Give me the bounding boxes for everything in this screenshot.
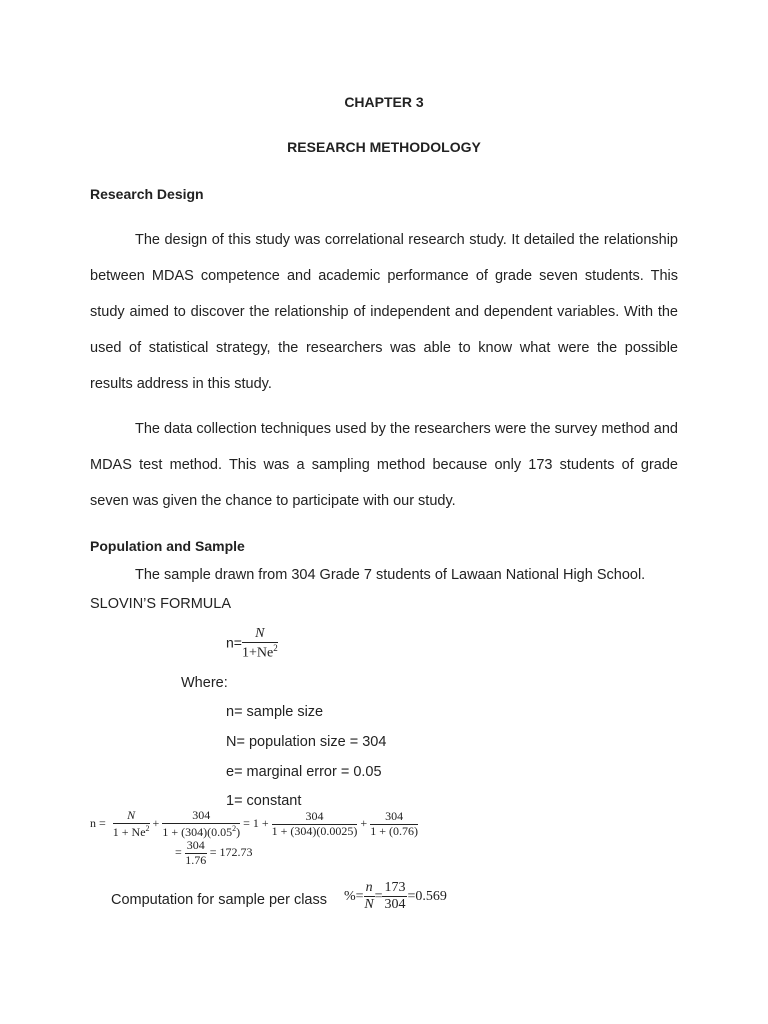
- computation-row-2: = $\frac{304}{1.76}$ = 172.73: [175, 838, 253, 867]
- per-class-label: Computation for sample per class: [111, 892, 327, 908]
- sample-sentence: The sample drawn from 304 Grade 7 students of Lawaan National High School.: [135, 567, 646, 583]
- fraction-multiplied: $\frac{304}{1 + (0.76)}$: [370, 809, 418, 838]
- fraction-general: $\frac{N}{1 + Ne^2}$: [112, 808, 150, 839]
- computation-row-1: n = $\frac{N}{1 + Ne^2}$ + $\frac{304}{1 + (304)(0.05^2)}$ = 1 + $\frac{304}{1 + (304)(0.0025)}$ + $\frac{304}{1 + (0.76)}$: [90, 808, 418, 839]
- research-design-paragraph-1: The design of this study was correlational research study. It detailed the relationship between MDAS competence and academic performance of grade seven students. This study aimed to discover the relationship of independent and dependent variables. With the used of statistical strategy, the researchers was able to know what were the possible results address in this study.: [90, 232, 678, 392]
- fraction-substituted: $\frac{304}{1 + (304)(0.05^2)}$: [162, 808, 241, 839]
- chapter-label: CHAPTER 3: [344, 94, 424, 110]
- chapter-title: RESEARCH METHODOLOGY: [287, 139, 481, 155]
- where-label: Where:: [181, 675, 228, 691]
- per-class-formula: %= $\frac{n}{N}$ = $\frac{173}{304}$ =0.569: [344, 880, 447, 913]
- computation-result: = 172.73: [209, 845, 253, 860]
- formula-lhs: n=: [226, 634, 242, 651]
- formula-denominator: $1+Ne^2$: [241, 643, 278, 661]
- section-heading-research-design: Research Design: [90, 186, 204, 202]
- fraction-squared: $\frac{304}{1 + (304)(0.0025)}$: [271, 809, 358, 838]
- definition-population-size: N= population size = 304: [226, 734, 387, 750]
- computation-lhs: n =: [90, 816, 106, 831]
- slovin-formula-label: SLOVIN’S FORMULA: [90, 596, 231, 612]
- definition-sample-size: n= sample size: [226, 704, 324, 720]
- research-design-paragraph-2: The data collection techniques used by the researchers were the survey method and MDAS test method. This was a sampling method because only 173 students of grade seven was given the chance to participate with our study.: [90, 421, 678, 509]
- definition-constant: 1= constant: [226, 793, 302, 809]
- formula-numerator: N: [242, 626, 278, 643]
- fraction-final: $\frac{304}{1.76}$: [185, 838, 207, 867]
- section-heading-population-sample: Population and Sample: [90, 538, 245, 554]
- per-class-result: =0.569: [407, 888, 447, 904]
- definition-marginal-error: e= marginal error = 0.05: [226, 764, 382, 780]
- slovin-formula: [226, 626, 278, 662]
